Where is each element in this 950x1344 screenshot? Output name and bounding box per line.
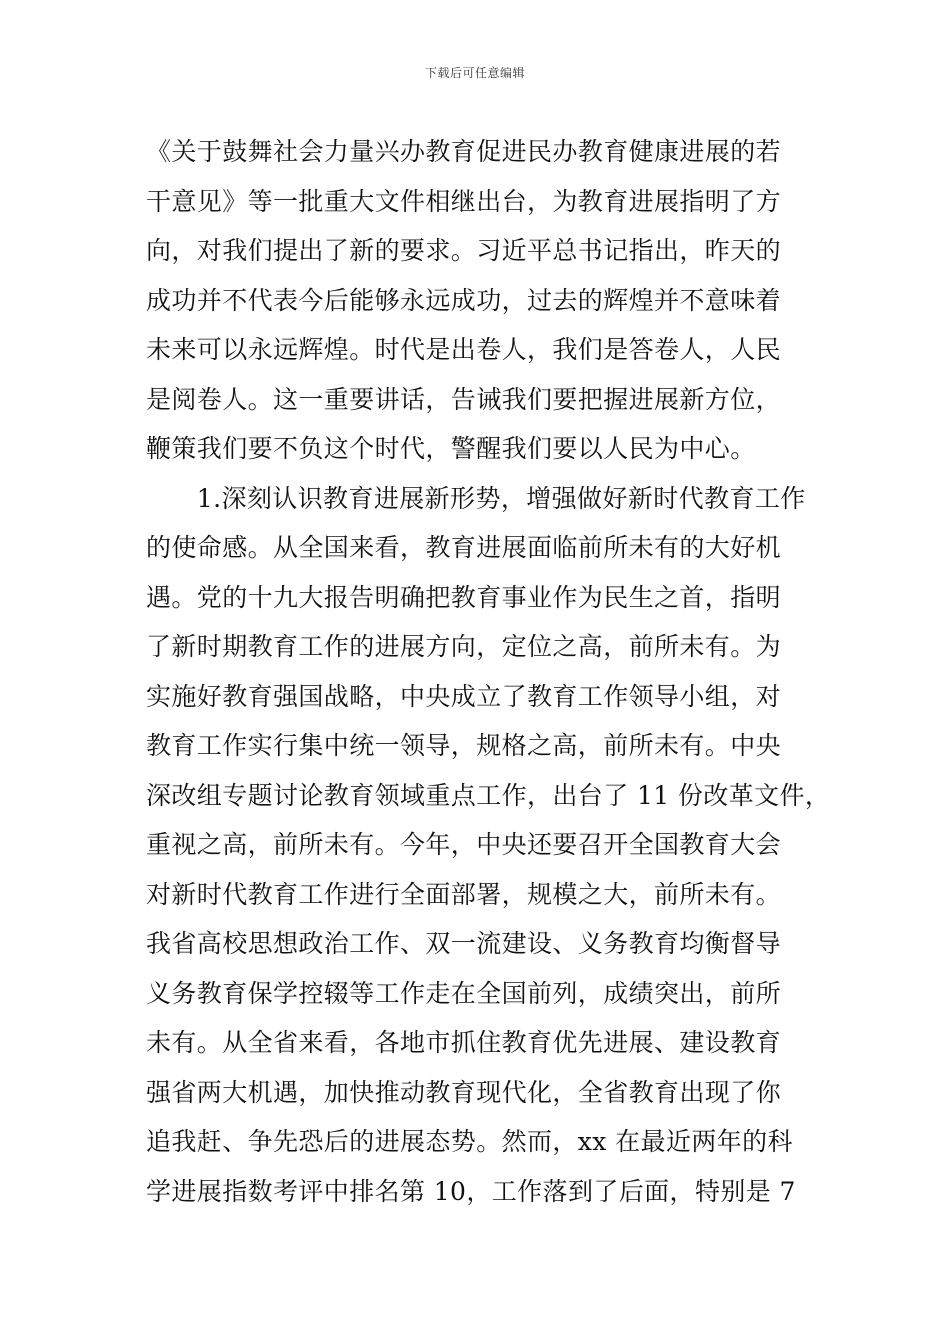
text-line: 《关于鼓舞社会力量兴办教育促进民办教育健康进展的若 [146, 137, 782, 166]
text-line: 深改组专题讨论教育领域重点工作，出台了 11 份改革文件， [146, 780, 831, 810]
document-body [146, 127, 831, 1216]
text-line: 未有。从全省来看，各地市抓住教育优先进展、建设教育 [146, 1028, 782, 1057]
text-line: 追我赶、争先恐后的进展态势。然而，xx 在最近两年的科 [146, 1127, 793, 1156]
text-line: 遇。党的十九大报告明确把教育事业作为民生之首，指明 [146, 582, 782, 612]
text-line: 的使命感。从全国来看，教育进展面临前所未有的大好机 [146, 533, 782, 562]
page-header: 下载后可任意编辑 [424, 66, 525, 80]
text-line: 鞭策我们要不负这个时代，警醒我们要以人民为中心。 [146, 434, 756, 463]
text-line: 重视之高，前所未有。今年，中央还要召开全国教育大会 [146, 830, 782, 859]
text-line: 对新时代教育工作进行全面部署，规模之大，前所未有。 [146, 879, 782, 909]
text-line: 实施好教育强国战略，中央成立了教育工作领导小组，对 [146, 681, 782, 711]
text-line: 未来可以永远辉煌。时代是出卷人，我们是答卷人，人民 [146, 335, 782, 364]
text-line: 向，对我们提出了新的要求。习近平总书记指出，昨天的 [146, 236, 782, 265]
text-line: 了新时期教育工作的进展方向，定位之高，前所未有。为 [146, 632, 782, 661]
text-line: 是阅卷人。这一重要讲话，告诫我们要把握进展新方位， [146, 384, 782, 414]
text-line: 义务教育保学控辍等工作走在全国前列，成绩突出，前所 [146, 978, 782, 1008]
text-line: 学进展指数考评中排名第 10，工作落到了后面，特别是 7 [146, 1176, 796, 1206]
text-line: 干意见》等一批重大文件相继出台，为教育进展指明了方 [146, 186, 782, 216]
text-line: 强省两大机遇，加快推动教育现代化，全省教育出现了你 [146, 1077, 782, 1107]
text-line: 我省高校思想政治工作、双一流建设、义务教育均衡督导 [146, 929, 782, 958]
text-line: 教育工作实行集中统一领导，规格之高，前所未有。中央 [146, 731, 782, 760]
text-line: 1.深刻认识教育进展新形势，增强做好新时代教育工作 [146, 483, 806, 513]
text-line: 成功并不代表今后能够永远成功，过去的辉煌并不意味着 [146, 285, 782, 315]
